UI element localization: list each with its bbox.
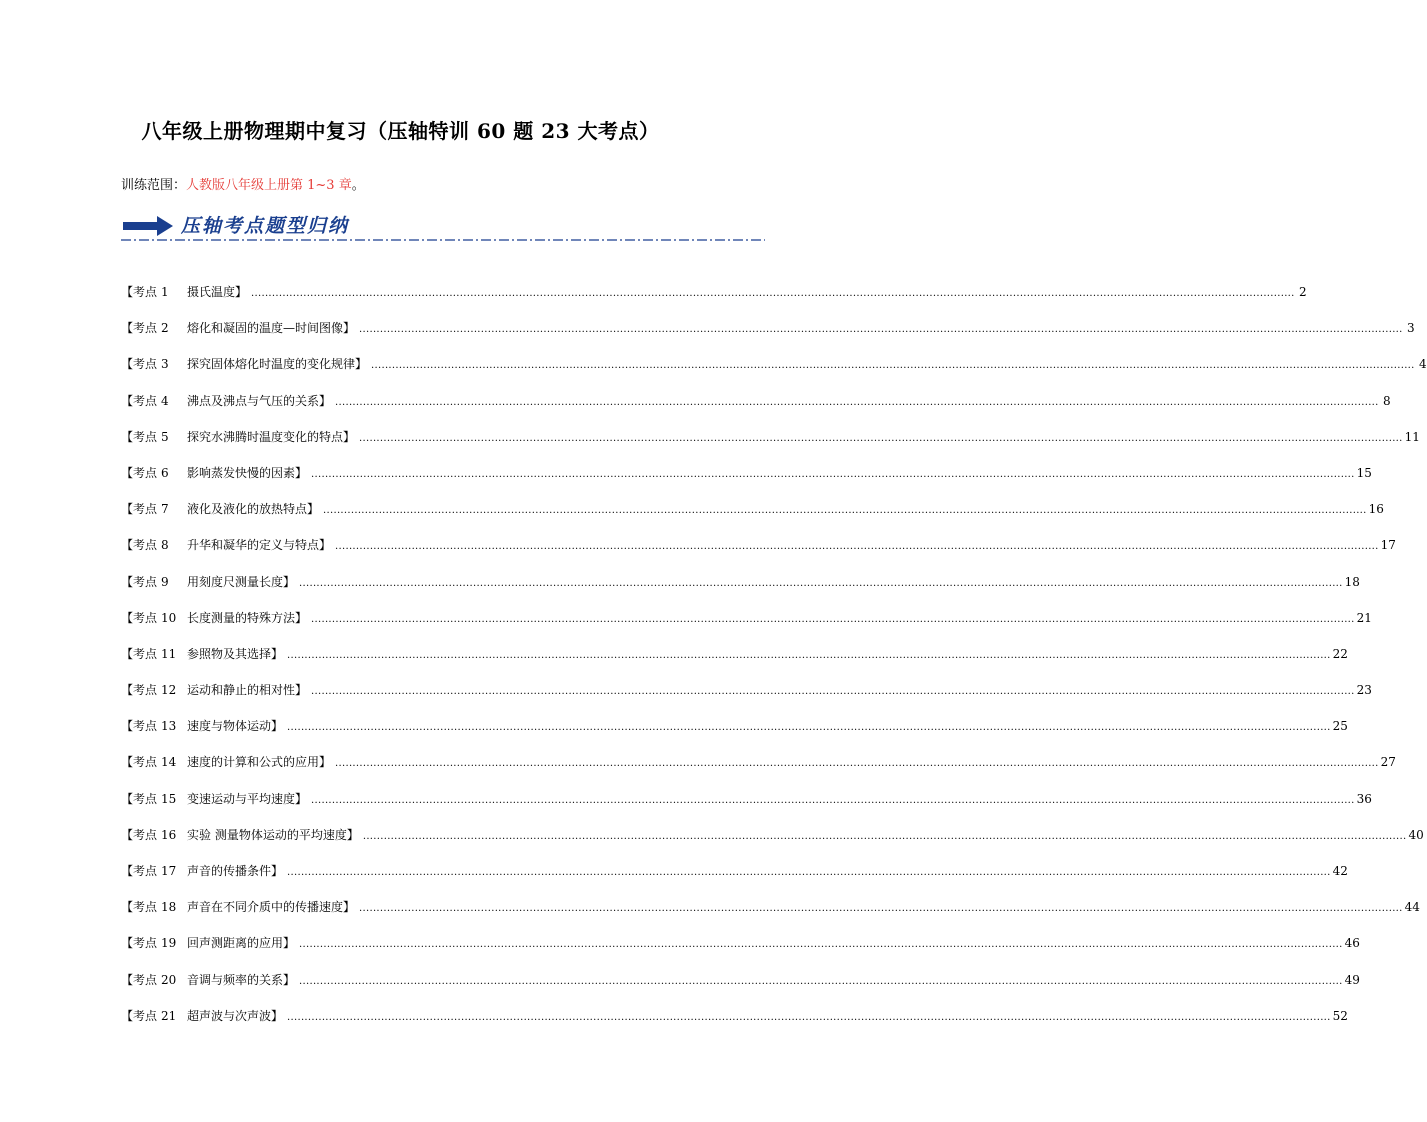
toc-item-page: 44 — [1404, 900, 1420, 915]
toc-item-prefix: 【考点 — [121, 357, 158, 372]
toc-item[interactable] — [121, 572, 1360, 608]
toc-item-prefix: 【考点 — [121, 646, 158, 661]
toc-item-number: 10 — [161, 610, 177, 625]
toc-item-prefix: 【考点 — [121, 827, 158, 842]
toc-dot-leader: ............................................................................................................................................................................................................................................................................................................ — [362, 830, 1407, 842]
toc-item-title: 参照物及其选择】 — [187, 646, 284, 661]
toc-item-title: 熔化和凝固的温度—时间图像】 — [187, 321, 356, 336]
toc-dot-leader: ............................................................................................................................................................................................................................................................................................................ — [287, 1011, 1331, 1023]
training-range — [121, 176, 365, 196]
range-label: 训练范围： — [121, 178, 187, 193]
toc-dot-leader: ............................................................................................................................................................................................................................................................................................................ — [311, 468, 1355, 480]
toc-item-page: 46 — [1344, 936, 1360, 951]
toc-item-page: 22 — [1332, 646, 1348, 661]
toc-item-prefix: 【考点 — [121, 864, 158, 878]
toc-dot-leader: ............................................................................................................................................................................................................................................................................................................ — [287, 867, 1331, 878]
toc-item-prefix: 【考点 — [121, 610, 158, 625]
toc-item-prefix: 【考点 — [121, 321, 158, 336]
toc-item-title: 速度的计算和公式的应用】 — [187, 755, 332, 770]
toc-item-title: 用刻度尺测量长度】 — [187, 574, 296, 589]
toc-item-page: 17 — [1380, 538, 1396, 553]
range-value: 人教版八年级上册第 1~3 章 — [186, 178, 352, 193]
toc-item[interactable] — [121, 933, 1360, 969]
toc-dot-leader: ............................................................................................................................................................................................................................................................................................................ — [359, 903, 1403, 915]
table-of-contents — [121, 282, 1427, 1042]
toc-item-page: 23 — [1356, 683, 1372, 698]
toc-item-title: 声音的传播条件】 — [187, 864, 284, 878]
toc-item[interactable] — [121, 789, 1372, 825]
toc-item[interactable] — [121, 752, 1396, 788]
toc-item-page: 52 — [1332, 1008, 1348, 1023]
toc-dot-leader: ............................................................................................................................................................................................................................................................................................................ — [371, 360, 1415, 372]
toc-item-number: 7 — [161, 502, 169, 517]
toc-item[interactable] — [121, 644, 1348, 680]
toc-item-number: 20 — [161, 972, 177, 987]
toc-item-number: 6 — [161, 465, 169, 480]
toc-item-page: 42 — [1332, 864, 1348, 878]
toc-item-page: 18 — [1344, 574, 1360, 589]
toc-dot-leader: ............................................................................................................................................................................................................................................................................................................ — [311, 613, 1355, 625]
toc-item-prefix: 【考点 — [121, 791, 158, 806]
toc-item-prefix: 【考点 — [121, 538, 158, 553]
toc-dot-leader: ............................................................................................................................................................................................................................................................................................................ — [311, 686, 1355, 698]
toc-dot-leader: ............................................................................................................................................................................................................................................................................................................ — [311, 794, 1355, 806]
toc-item-title: 探究水沸腾时温度变化的特点】 — [187, 429, 356, 444]
toc-item-number: 3 — [161, 357, 169, 372]
toc-dot-leader: ............................................................................................................................................................................................................................................................................................................ — [335, 758, 1379, 770]
toc-item-title: 速度与物体运动】 — [187, 719, 284, 734]
toc-item-page: 15 — [1356, 465, 1372, 480]
toc-item[interactable] — [121, 535, 1396, 571]
toc-dot-leader: ............................................................................................................................................................................................................................................................................................................ — [359, 324, 1403, 336]
toc-item-page: 25 — [1332, 719, 1348, 734]
toc-item-number: 21 — [161, 1008, 177, 1023]
toc-item-title: 变速运动与平均速度】 — [187, 791, 308, 806]
toc-item-prefix: 【考点 — [121, 1008, 158, 1023]
toc-item-title: 沸点及沸点与气压的关系】 — [187, 393, 332, 408]
toc-dot-leader: ............................................................................................................................................................................................................................................................................................................ — [335, 541, 1379, 553]
toc-item[interactable] — [121, 861, 1348, 897]
toc-item[interactable] — [121, 463, 1372, 499]
toc-item[interactable] — [121, 318, 1415, 354]
toc-item-number: 13 — [161, 719, 177, 734]
toc-item[interactable] — [121, 1006, 1348, 1042]
toc-dot-leader: ............................................................................................................................................................................................................................................................................................................ — [299, 975, 1343, 987]
toc-item-number: 16 — [161, 827, 177, 842]
toc-item-page: 36 — [1356, 791, 1372, 806]
toc-item-page: 27 — [1380, 755, 1396, 770]
toc-item[interactable] — [121, 427, 1420, 463]
toc-item-title: 影响蒸发快慢的因素】 — [187, 465, 308, 480]
toc-item-title: 液化及液化的放热特点】 — [187, 502, 320, 517]
toc-item-title: 音调与频率的关系】 — [187, 972, 296, 987]
toc-item-page: 49 — [1344, 972, 1360, 987]
toc-item-title: 声音在不同介质中的传播速度】 — [187, 900, 356, 915]
toc-item-number: 15 — [161, 791, 177, 806]
toc-dot-leader: ............................................................................................................................................................................................................................................................................................................ — [299, 939, 1343, 951]
toc-item-page: 16 — [1368, 502, 1384, 517]
toc-item-number: 1 — [161, 285, 169, 299]
toc-item-prefix: 【考点 — [121, 900, 158, 915]
toc-item-prefix: 【考点 — [121, 755, 158, 770]
toc-dot-leader: ............................................................................................................................................................................................................................................................................................................ — [323, 505, 1367, 517]
toc-item-number: 4 — [161, 393, 169, 408]
toc-item-number: 9 — [161, 574, 169, 589]
toc-item-prefix: 【考点 — [121, 465, 158, 480]
toc-item-number: 17 — [161, 864, 177, 878]
toc-item-title: 长度测量的特殊方法】 — [187, 610, 308, 625]
toc-item[interactable] — [121, 282, 1307, 318]
arrow-icon — [123, 216, 173, 236]
toc-item-prefix: 【考点 — [121, 972, 158, 987]
toc-item-prefix: 【考点 — [121, 683, 158, 698]
toc-item[interactable] — [121, 897, 1420, 933]
toc-item-number: 2 — [161, 321, 169, 336]
toc-dot-leader: ............................................................................................................................................................................................................................................................................................................ — [299, 577, 1343, 589]
toc-item-title: 升华和凝华的定义与特点】 — [187, 538, 332, 553]
toc-item[interactable] — [121, 608, 1372, 644]
toc-item-page: 21 — [1356, 610, 1372, 625]
toc-item-title: 回声测距离的应用】 — [187, 936, 296, 951]
toc-item-prefix: 【考点 — [121, 502, 158, 517]
toc-item-prefix: 【考点 — [121, 285, 158, 299]
toc-item-page: 2 — [1299, 285, 1307, 299]
toc-item-number: 12 — [161, 683, 177, 698]
toc-item-prefix: 【考点 — [121, 429, 158, 444]
toc-dot-leader: ............................................................................................................................................................................................................................................................................................................ — [287, 649, 1331, 661]
toc-item-title: 超声波与次声波】 — [187, 1008, 284, 1023]
toc-item-page: 8 — [1383, 393, 1391, 408]
toc-dot-leader: ............................................................................................................................................................................................................................................................................................................ — [335, 396, 1379, 408]
page-title: 八年级上册物理期中复习（压轴特训 60 题 23 大考点） — [141, 119, 660, 143]
toc-item-page: 4 — [1419, 357, 1427, 372]
toc-item-title: 运动和静止的相对性】 — [187, 683, 308, 698]
toc-item-number: 18 — [161, 900, 177, 915]
toc-item-page: 40 — [1408, 827, 1424, 842]
toc-item-number: 11 — [161, 646, 177, 661]
toc-item[interactable] — [121, 680, 1372, 716]
toc-dot-leader: ............................................................................................................................................................................................................................................................................................................ — [287, 722, 1331, 734]
toc-item-prefix: 【考点 — [121, 393, 158, 408]
toc-item-number: 8 — [161, 538, 169, 553]
toc-item[interactable] — [121, 391, 1391, 427]
toc-item[interactable] — [121, 354, 1427, 390]
toc-item-prefix: 【考点 — [121, 574, 158, 589]
toc-item-page: 3 — [1407, 321, 1415, 336]
toc-item[interactable] — [121, 825, 1424, 861]
toc-item[interactable] — [121, 716, 1348, 752]
range-end: 。 — [351, 178, 365, 193]
toc-item-title: 探究固体熔化时温度的变化规律】 — [187, 357, 368, 372]
toc-dot-leader: ............................................................................................................................................................................................................................................................................................................ — [359, 432, 1403, 444]
banner-text: 压轴考点题型归纳 — [181, 215, 350, 237]
toc-item-title: 实验 测量物体运动的平均速度】 — [187, 827, 359, 842]
toc-item-prefix: 【考点 — [121, 719, 158, 734]
toc-item-title: 摄氏温度】 — [187, 285, 248, 299]
toc-item-number: 14 — [161, 755, 177, 770]
toc-item[interactable] — [121, 499, 1384, 535]
toc-item-number: 19 — [161, 936, 177, 951]
toc-item[interactable] — [121, 970, 1360, 1006]
toc-item-prefix: 【考点 — [121, 936, 158, 951]
toc-dot-leader: ............................................................................................................................................................................................................................................................................................................ — [251, 288, 1295, 299]
toc-item-number: 5 — [161, 429, 169, 444]
section-banner — [121, 208, 765, 244]
toc-item-page: 11 — [1404, 429, 1420, 444]
